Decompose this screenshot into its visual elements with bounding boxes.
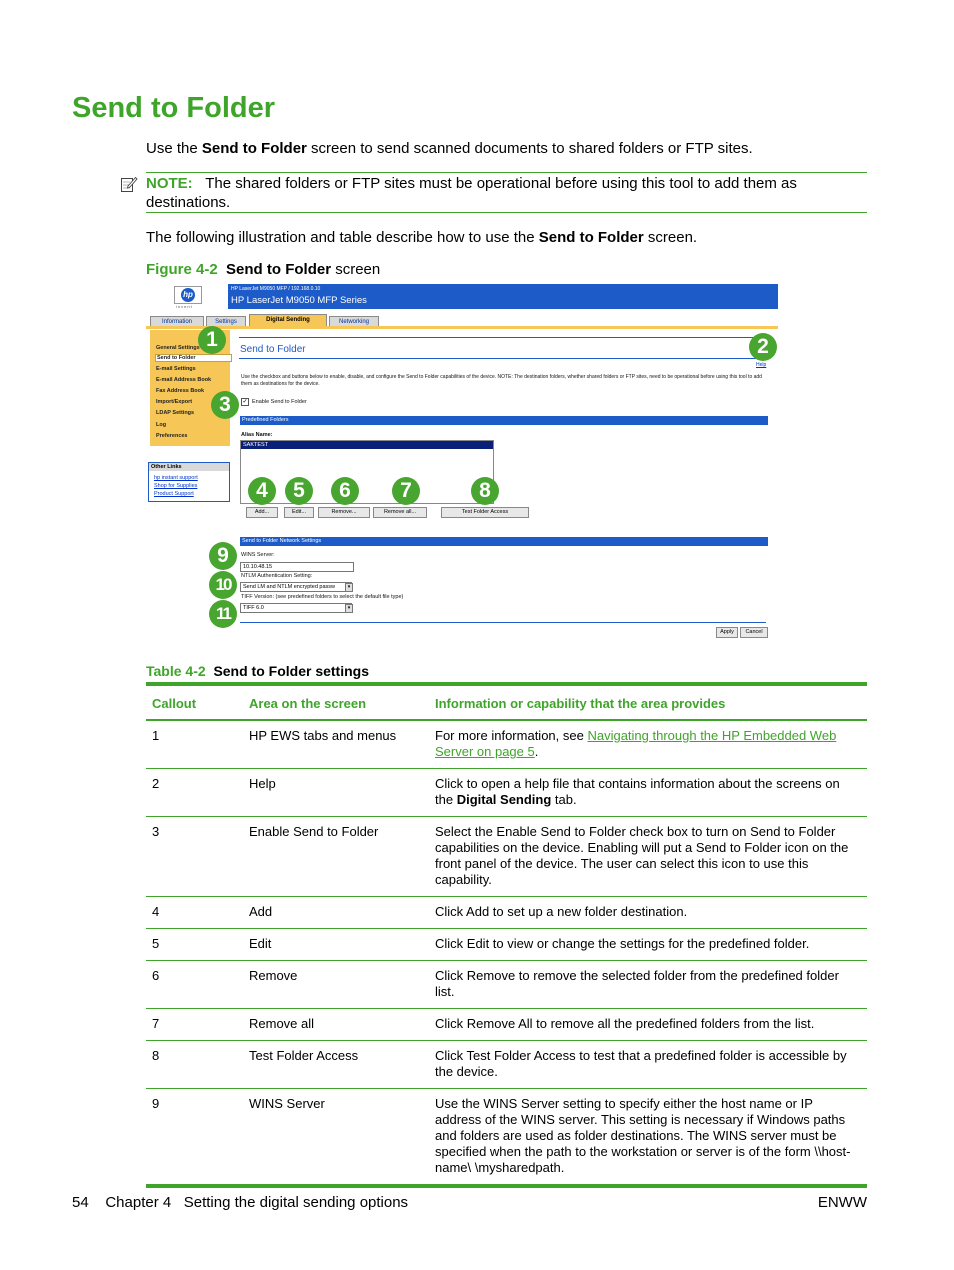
callout-10: 10 <box>209 571 237 599</box>
note-top-rule <box>146 172 867 173</box>
hp-logo-sub: invent <box>176 304 193 309</box>
callout-2: 2 <box>749 333 777 361</box>
table-row <box>146 897 867 929</box>
nav-preferences[interactable]: Preferences <box>156 433 188 439</box>
header-area: Area on the screen <box>243 684 429 720</box>
cancel-button[interactable]: Cancel <box>740 627 768 638</box>
callout-9: 9 <box>209 542 237 570</box>
nav-email-settings[interactable]: E-mail Settings <box>156 366 196 372</box>
nav-email-address-book[interactable]: E-mail Address Book <box>156 377 212 383</box>
link-shop-supplies[interactable]: Shop for Supplies <box>154 483 198 489</box>
header-callout: Callout <box>146 684 243 720</box>
figure-caption <box>146 261 380 278</box>
page-title: Send to Folder <box>72 92 275 124</box>
cell-area: Help <box>243 769 429 817</box>
intro-bold: Send to Folder <box>201 140 307 157</box>
cell-info: Click Remove to remove the selected folder from the predefined folder list. <box>429 961 867 1009</box>
cell-info: Click Test Folder Access to test that a predefined folder is accessible by the device. <box>429 1041 867 1089</box>
tab-underline <box>146 326 778 329</box>
table-row <box>146 769 867 817</box>
ews-screenshot <box>146 282 782 642</box>
tab-networking[interactable]: Networking <box>329 316 379 328</box>
callout-11: 11 <box>209 600 237 628</box>
cell-area: Remove <box>243 961 429 1009</box>
table-header-row <box>146 684 867 720</box>
hp-logo-mark: hp <box>181 288 195 302</box>
callout-5: 5 <box>285 477 313 505</box>
intro-paragraph <box>146 139 753 158</box>
bottom-rule <box>240 622 766 623</box>
callout-4: 4 <box>248 477 276 505</box>
cell-callout: 8 <box>146 1041 243 1089</box>
nav-general-settings[interactable]: General Settings <box>156 345 200 351</box>
note-paragraph <box>146 174 862 212</box>
network-settings-bar: Send to Folder Network Settings <box>240 537 768 546</box>
cell-area: Add <box>243 897 429 929</box>
cell-area: Remove all <box>243 1009 429 1041</box>
alias-name-label: Alias Name: <box>241 432 273 438</box>
settings-table <box>146 682 867 1188</box>
cell-info: Click Add to set up a new folder destination. <box>429 897 867 929</box>
cell-area: Test Folder Access <box>243 1041 429 1089</box>
intro-text-end: screen to send scanned documents to shared folders or FTP sites. <box>306 140 753 157</box>
cell-area: Enable Send to Folder <box>243 817 429 897</box>
predefined-folders-bar: Predefined Folders <box>240 416 768 425</box>
tiff-dropdown-arrow-icon[interactable]: ▾ <box>345 604 353 613</box>
cell-info: Use the WINS Server setting to specify either the host name or IP address of the WINS server. This setting is necessary if Windows paths and folders are used as folder destinations. The WINS server must be specified when the path to the workstation or server is of the form \\host-name\ \mysharedpath. <box>429 1089 867 1187</box>
tab-digital-sending[interactable]: Digital Sending <box>249 314 327 328</box>
callout-3: 3 <box>211 391 239 419</box>
tiff-label: TIFF Version: (see predefined folders to select the default file type) <box>241 594 404 600</box>
callout-7: 7 <box>392 477 420 505</box>
intro-text: Use the <box>146 140 202 157</box>
table-row <box>146 817 867 897</box>
remove-all-button[interactable]: Remove all... <box>373 507 427 518</box>
tiff-select[interactable] <box>240 603 352 613</box>
table-row <box>146 1089 867 1187</box>
cell-callout: 4 <box>146 897 243 929</box>
note-icon <box>120 175 138 198</box>
tab-settings[interactable]: Settings <box>206 316 246 328</box>
nav-fax-address-book[interactable]: Fax Address Book <box>156 388 205 394</box>
cell-info-end: tab. <box>551 792 577 807</box>
test-folder-access-button[interactable]: Test Folder Access <box>441 507 529 518</box>
other-links-title: Other Links <box>149 463 229 471</box>
figure-intro-paragraph <box>146 228 697 247</box>
figure-caption-bold: Send to Folder <box>226 261 332 278</box>
cell-callout: 3 <box>146 817 243 897</box>
table-row <box>146 961 867 1009</box>
note-bottom-rule <box>146 212 867 213</box>
table-caption-label: Table 4-2 <box>146 663 206 679</box>
cell-callout: 2 <box>146 769 243 817</box>
cell-info <box>429 769 867 817</box>
table-caption <box>146 663 369 679</box>
ews-page-heading: Send to Folder <box>240 344 306 355</box>
table-row <box>146 1041 867 1089</box>
nav-import-export[interactable]: Import/Export <box>156 399 193 405</box>
link-product-support[interactable]: Product Support <box>154 491 194 497</box>
para2-text-end: screen. <box>643 229 698 246</box>
cell-info-end: . <box>534 744 539 759</box>
callout-6: 6 <box>331 477 359 505</box>
remove-button[interactable]: Remove... <box>318 507 370 518</box>
ews-header-title: HP LaserJet M9050 MFP Series <box>231 295 367 306</box>
figure-caption-rest: screen <box>331 261 381 278</box>
figure-caption-label: Figure 4-2 <box>146 261 218 278</box>
ntlm-select[interactable] <box>240 582 352 592</box>
table-caption-bold: Send to Folder settings <box>213 663 370 679</box>
nav-send-to-folder[interactable]: Send to Folder <box>155 354 232 362</box>
cell-info-text: Click to open a help file that contains information about the screens on the <box>435 776 840 807</box>
content-top-rule <box>239 337 769 338</box>
cell-info-bold: Digital Sending <box>456 792 552 807</box>
para2-bold: Send to Folder <box>538 229 644 246</box>
footer-enww: ENWW <box>817 1194 867 1211</box>
cell-info <box>429 720 867 769</box>
cell-info: Click Remove All to remove all the predefined folders from the list. <box>429 1009 867 1041</box>
note-label: NOTE: <box>146 175 193 192</box>
navigating-ews-link[interactable]: Navigating through the HP Embedded Web Server on page 5 <box>435 728 837 759</box>
enable-label: Enable Send to Folder <box>252 399 307 405</box>
hp-logo <box>174 286 202 304</box>
help-link[interactable]: Help <box>756 362 767 368</box>
cell-area: Edit <box>243 929 429 961</box>
nav-log[interactable]: Log <box>156 422 167 428</box>
para2-text: The following illustration and table describe how to use the <box>146 229 539 246</box>
cell-callout: 7 <box>146 1009 243 1041</box>
tab-information[interactable]: Information <box>150 316 204 328</box>
link-hp-instant-support[interactable]: hp instant support <box>154 475 198 481</box>
cell-callout: 5 <box>146 929 243 961</box>
note-text: The shared folders or FTP sites must be operational before using this tool to add them as destinations. <box>146 175 797 211</box>
cell-info: Click Edit to view or change the settings for the predefined folder. <box>429 929 867 961</box>
callout-1: 1 <box>198 326 226 354</box>
nav-ldap-settings[interactable]: LDAP Settings <box>156 410 195 416</box>
heading-rule <box>239 358 767 359</box>
apply-button[interactable]: Apply <box>716 627 738 638</box>
ews-header <box>228 284 778 309</box>
wins-server-input[interactable]: 10.10.48.15 <box>240 562 354 572</box>
alias-selected-item[interactable]: SAKTEST <box>241 441 493 449</box>
edit-button[interactable]: Edit... <box>284 507 314 518</box>
header-info: Information or capability that the area provides <box>429 684 867 720</box>
table-row <box>146 929 867 961</box>
tiff-select-value: TIFF 6.0 <box>243 605 264 611</box>
alias-listbox[interactable] <box>240 440 494 504</box>
ntlm-label: NTLM Authentication Setting: <box>241 573 313 579</box>
cell-area: WINS Server <box>243 1089 429 1187</box>
cell-callout: 6 <box>146 961 243 1009</box>
callout-8: 8 <box>471 477 499 505</box>
ntlm-dropdown-arrow-icon[interactable]: ▾ <box>345 583 353 592</box>
cell-callout: 1 <box>146 720 243 769</box>
other-links-box <box>148 462 230 502</box>
ntlm-select-value: Send LM and NTLM encrypted passw <box>243 584 336 590</box>
table-row <box>146 720 867 769</box>
cell-info: Select the Enable Send to Folder check box to turn on Send to Folder capabilities on the device. Enabling will put a Send to Folder icon on the front panel of the device. The user can select this icon to use this capability. <box>429 817 867 897</box>
cell-area: HP EWS tabs and menus <box>243 720 429 769</box>
footer-chapter: 54 Chapter 4 Setting the digital sending options <box>72 1194 409 1211</box>
wins-label: WINS Server: <box>241 552 275 558</box>
cell-callout: 9 <box>146 1089 243 1187</box>
enable-checkbox[interactable]: ✓ <box>242 399 248 405</box>
table-row <box>146 1009 867 1041</box>
ews-description: Use the checkbox and buttons below to enable, disable, and configure the Send to Folder capabilities of the device. NOTE: The destination folders, whether shared folders or FTP sites, need to be operational before using this tool to add them as destinations for the device. <box>241 374 762 387</box>
cell-info-text: For more information, see <box>435 728 588 743</box>
add-button[interactable]: Add... <box>246 507 278 518</box>
ews-header-device: HP LaserJet M9050 MFP / 192.168.0.10 <box>231 286 321 292</box>
